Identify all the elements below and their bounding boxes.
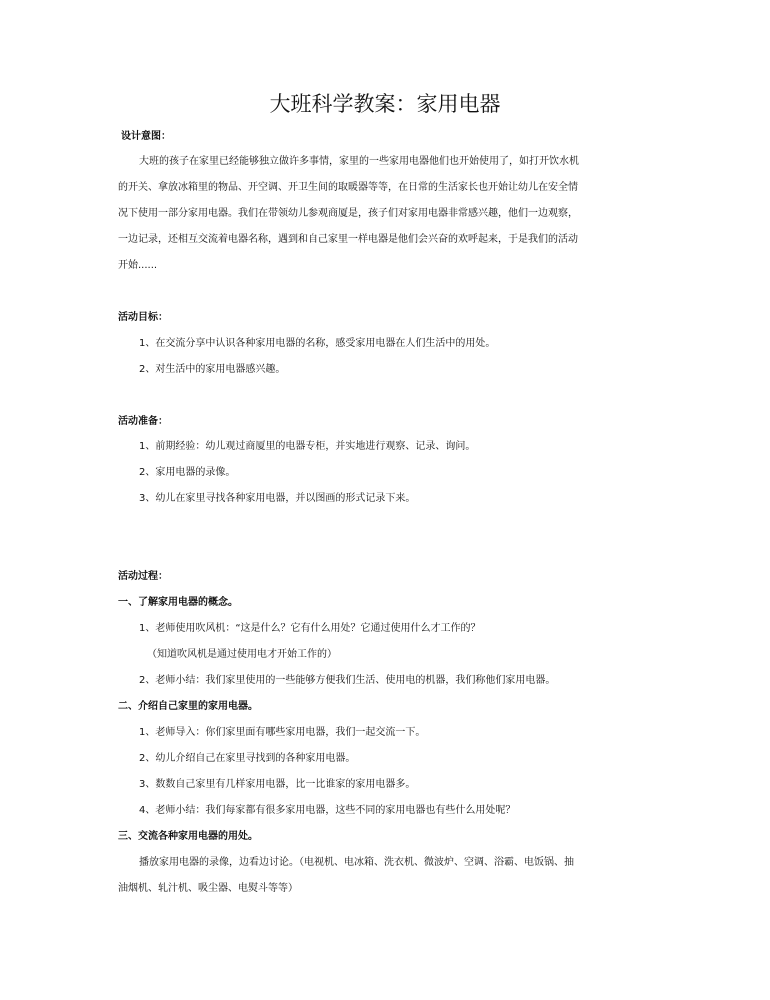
section3-heading: 三、交流各种家用电器的用处。 <box>118 831 258 842</box>
section1-heading: 一、了解家用电器的概念。 <box>118 597 238 608</box>
section1-item-2: 2、老师小结：我们家里使用的一些能够方便我们生活、使用电的机器，我们称他们家用电器。 <box>139 675 556 686</box>
process-heading: 活动过程： <box>118 571 168 582</box>
section2-item-3: 3、数数自己家里有几样家用电器，比一比谁家的家用电器多。 <box>139 779 416 790</box>
design-intent-line-5: 开始...... <box>118 260 158 271</box>
section3-line-2: 油烟机、轧汁机、吸尘器、电熨斗等等） <box>118 883 298 894</box>
design-intent-line-3: 况下使用一部分家用电器。我们在带领幼儿参观商厦是，孩子们对家用电器非常感兴趣，他们一边观察， <box>118 208 578 219</box>
preparation-heading: 活动准备： <box>118 416 168 427</box>
design-intent-line-1: 大班的孩子在家里已经能够独立做许多事情，家里的一些家用电器他们也开始使用了，如打开饮水机 <box>139 156 579 167</box>
preparation-item-1: 1、前期经验：幼儿观过商厦里的电器专柜，并实地进行观察、记录、询问。 <box>139 441 476 452</box>
goal-item-1: 1、在交流分享中认识各种家用电器的名称，感受家用电器在人们生活中的用处。 <box>139 338 496 349</box>
section2-item-2: 2、幼儿介绍自己在家里寻找到的各种家用电器。 <box>139 753 356 764</box>
section2-heading: 二、介绍自己家里的家用电器。 <box>118 701 258 712</box>
section1-note: （知道吹风机是通过使用电才开始工作的） <box>147 649 337 660</box>
design-intent-heading: 设计意图： <box>121 131 171 142</box>
section2-item-1: 1、老师导入：你们家里面有哪些家用电器，我们一起交流一下。 <box>139 727 426 738</box>
preparation-item-3: 3、幼儿在家里寻找各种家用电器，并以图画的形式记录下来。 <box>139 493 416 504</box>
preparation-item-2: 2、家用电器的录像。 <box>139 467 236 478</box>
design-intent-line-4: 一边记录，还相互交流着电器名称，遇到和自己家里一样电器是他们会兴奋的欢呼起来，于是我们的活动 <box>118 234 578 245</box>
design-intent-line-2: 的开关、拿放冰箱里的物品、开空调、开卫生间的取暖器等等，在日常的生活家长也开始让幼儿在安全情 <box>118 182 578 193</box>
goal-item-2: 2、对生活中的家用电器感兴趣。 <box>139 364 286 375</box>
section1-item-1: 1、老师使用吹风机：“这是什么？它有什么用处？它通过使用什么才工作的？ <box>139 623 481 634</box>
section3-line-1: 播放家用电器的录像，边看边讨论。（电视机、电冰箱、洗衣机、微波炉、空调、浴霸、电饭锅、抽 <box>139 857 574 868</box>
section2-item-4: 4、老师小结：我们每家都有很多家用电器，这些不同的家用电器也有些什么用处呢？ <box>139 805 516 816</box>
goals-heading: 活动目标： <box>118 312 168 323</box>
page-title: 大班科学教案：家用电器 <box>269 92 501 116</box>
